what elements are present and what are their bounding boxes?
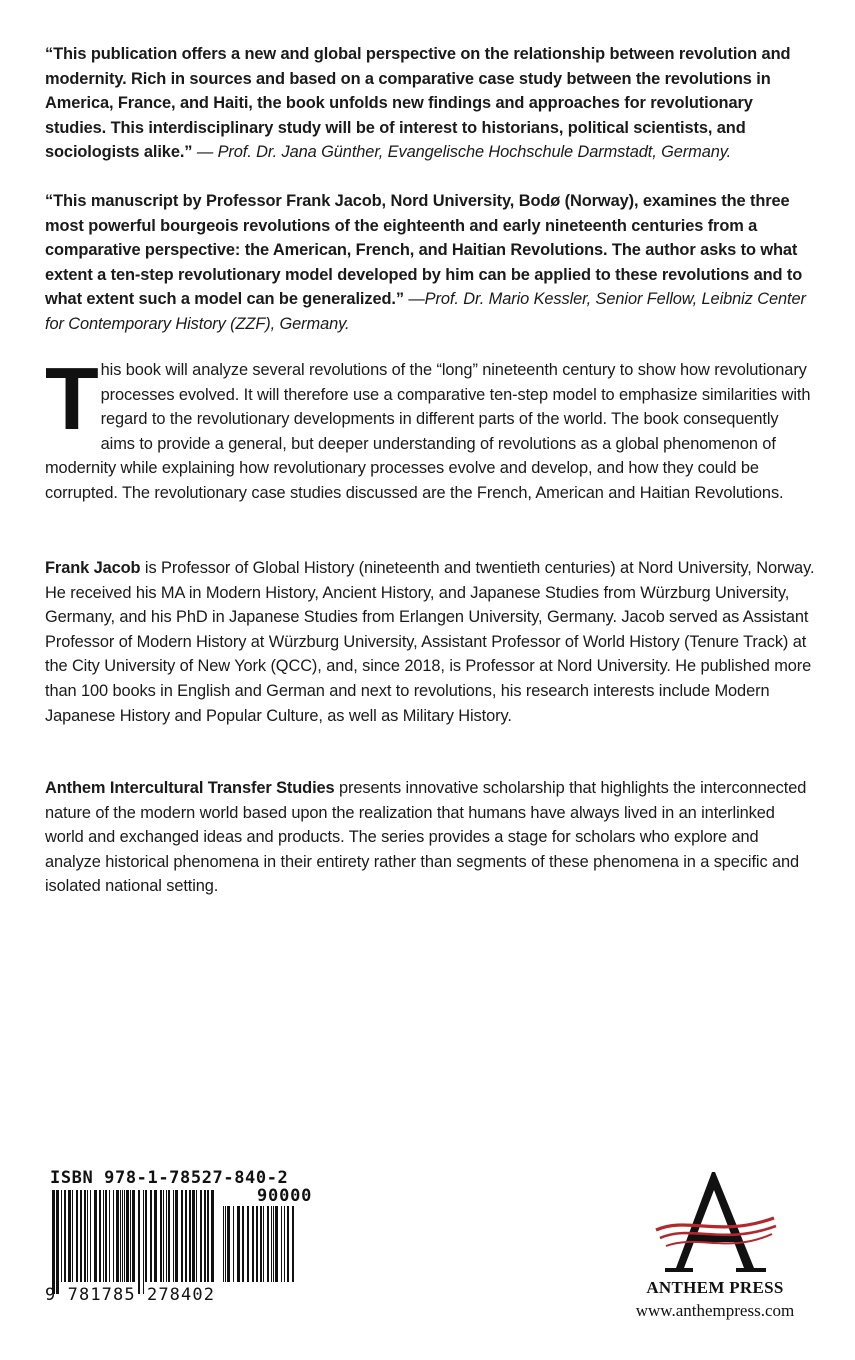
anthem-a-logo-icon	[648, 1168, 782, 1278]
author-name: Frank Jacob	[45, 559, 141, 577]
isbn-barcode	[45, 1168, 313, 1318]
drop-cap: T	[45, 349, 99, 448]
ean-digits: 9 781785 278402	[45, 1285, 216, 1305]
addon-barcode-bars	[223, 1206, 295, 1294]
endorsement-quote-2	[45, 189, 815, 337]
endorsement-quote-1	[45, 42, 815, 165]
author-bio	[45, 556, 815, 728]
book-description	[45, 349, 815, 506]
isbn-label: ISBN 978-1-78527-840-2	[50, 1168, 289, 1188]
endorsement-quote-2-text: “This manuscript by Professor Frank Jacob, Nord University, Bodø (Norway), examines the three most powerful bourgeois revolutions of the eighteenth and early nineteenth centuries from a comparative perspective: the American, French, and Haitian Revolutions. The author asks to what extent a ten-step revolutionary model developed by him can be applied to these revolutions and to what extent such a model can be generalized.”	[45, 192, 803, 309]
series-description	[45, 776, 815, 899]
ean-barcode-bars	[52, 1190, 218, 1294]
price-code: 90000	[257, 1186, 313, 1206]
series-description-text: presents innovative scholarship that highlights the interconnected nature of the modern world based upon the realization that humans have always lived in an interlinked world and exchanged ideas and products. The series provides a stage for scholars who explore and analyze historical phenomena in their entirety rather than segments of these phenomena in a specific and isolated national setting.	[45, 779, 807, 896]
publisher-name: ANTHEM PRESS	[646, 1278, 784, 1297]
endorsement-quote-1-attribution: — Prof. Dr. Jana Günther, Evangelische Hochschule Darmstadt, Germany.	[192, 143, 732, 162]
series-name: Anthem Intercultural Transfer Studies	[45, 779, 335, 797]
author-bio-text: is Professor of Global History (nineteenth and twentieth centuries) at Nord University, Norway. He received his MA in Modern History, Ancient History, and Japanese Studies from Würzburg University, Germany, and his PhD in Japanese Studies from Erlangen University, Germany. Jacob served as Assistant Professor of Modern History at Würzburg University, Assistant Professor of World History (Tenure Track) at the City University of New York (QCC), and, since 2018, is Professor at Nord University. He published more than 100 books in English and German and next to revolutions, his research interests include Modern Japanese History and Popular Culture, as well as Military History.	[45, 559, 815, 725]
publisher-logo	[610, 1168, 820, 1328]
endorsement-quote-2-attribution: —Prof. Dr. Mario Kessler, Senior Fellow, Leibniz Center for Contemporary History (ZZF), Germany.	[45, 290, 806, 333]
publisher-url[interactable]: www.anthempress.com	[635, 1301, 795, 1320]
endorsement-quote-1-text: “This publication offers a new and global perspective on the relationship between revolution and modernity. Rich in sources and based on a comparative case study between the revolutions in America, France, and Haiti, the book unfolds new findings and approaches for revolutionary studies. This interdisciplinary study will be of interest to historians, political scientists, and sociologists alike.”	[45, 45, 791, 162]
book-description-text: his book will analyze several revolutions of the “long” nineteenth century to show how revolutionary processes evolved. It will therefore use a comparative ten-step model to emphasize similarities with regard to the revolutionary developments in different parts of the world. The book consequently aims to provide a general, but deeper understanding of revolutions as a global phenomenon of modernity while explaining how revolutionary processes evolve and develop, and how they could be corrupted. The revolutionary case studies discussed are the French, American and Haitian Revolutions.	[45, 361, 811, 502]
